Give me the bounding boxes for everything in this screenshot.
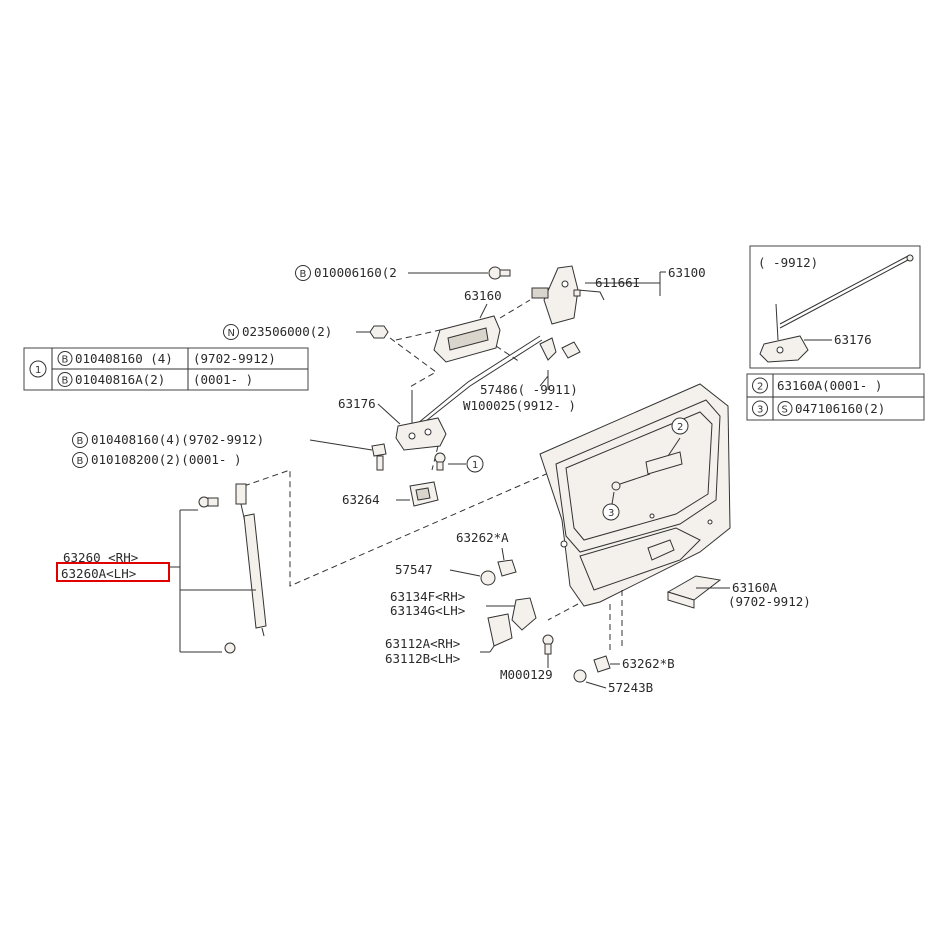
cap-57547	[481, 571, 495, 585]
bolt-shank	[500, 270, 510, 276]
svg-text:1: 1	[472, 460, 479, 471]
label-63260-rh: 63260 <RH>	[63, 550, 139, 565]
label-57243b: 57243B	[608, 680, 654, 695]
inset-lock	[760, 336, 808, 362]
tailgate-panel	[540, 384, 730, 606]
label-63176: 63176	[338, 396, 376, 411]
stopper-group-b	[574, 590, 675, 695]
label-w100025: W100025(9912- )	[463, 398, 576, 413]
label-63264: 63264	[342, 492, 380, 507]
label-63260a-lh: 63260A<LH>	[61, 566, 137, 581]
nut-023506000-group	[224, 324, 389, 340]
inset-range: ( -9912)	[758, 255, 819, 270]
callout-1-text: 1	[35, 365, 42, 376]
latch-assembly	[532, 265, 706, 324]
label-63262b: 63262*B	[622, 656, 675, 671]
label-63262a: 63262*A	[456, 530, 509, 545]
label-63160a-range: (9702-9912)	[728, 594, 811, 609]
label-57486: 57486( -9911)	[480, 382, 578, 397]
table2-row2: 047106160(2)	[795, 401, 886, 416]
cap-57243b	[574, 670, 586, 682]
label-63134g: 63134G<LH>	[390, 603, 466, 618]
outer-handle-63160	[390, 288, 530, 388]
svg-text:3: 3	[757, 404, 764, 416]
callout-n-text: N	[227, 328, 235, 339]
lock-cylinder	[488, 614, 512, 646]
strut-top-bracket	[236, 484, 246, 504]
svg-text:2: 2	[677, 422, 684, 433]
label-010408160: 010408160(4)(9702-9912)	[91, 432, 265, 447]
lock-cover	[512, 598, 536, 630]
bolt-icon	[489, 267, 501, 279]
svg-text:B: B	[61, 354, 69, 366]
svg-text:B: B	[61, 375, 69, 387]
nut-icon	[370, 326, 388, 338]
lock-63176	[338, 390, 446, 470]
reference-table-1	[24, 348, 308, 390]
lock-body	[396, 418, 446, 450]
svg-text:2: 2	[757, 381, 764, 393]
label-63160: 63160	[464, 288, 502, 303]
handle-63160a	[668, 576, 811, 609]
inset-label-63176: 63176	[834, 332, 872, 347]
table1-row2-range: (0001- )	[193, 372, 254, 387]
table2-row1: 63160A(0001- )	[777, 378, 883, 393]
label-57547: 57547	[395, 562, 433, 577]
stopper-b	[594, 656, 610, 672]
label-63134f: 63134F<RH>	[390, 589, 466, 604]
table1-row2-code: 01040816A(2)	[75, 372, 166, 387]
gas-strut-63260	[57, 468, 560, 653]
screw-icon	[612, 482, 620, 490]
svg-text:3: 3	[608, 508, 615, 519]
label-010108200: 010108200(2)(0001- )	[91, 452, 242, 467]
reference-table-2	[747, 374, 924, 420]
lock-parts-group	[385, 589, 578, 682]
bolt-010006160-group	[296, 265, 511, 281]
table1-row1-code: 010408160 (4)	[75, 351, 173, 366]
bolt-icon	[372, 444, 386, 456]
label-61166i: 61166I	[595, 275, 641, 290]
label-63112b: 63112B<LH>	[385, 651, 461, 666]
svg-text:B: B	[76, 456, 84, 467]
svg-text:S: S	[781, 404, 788, 416]
inset-detail	[750, 246, 920, 368]
stopper-group-a	[395, 530, 516, 585]
strut-cylinder	[244, 514, 266, 628]
table1-row1-range: (9702-9912)	[193, 351, 276, 366]
callout-b-text: B	[299, 269, 307, 280]
label-63100: 63100	[668, 265, 706, 280]
label-010006160: 010006160(2	[314, 265, 397, 280]
striker-63264	[342, 482, 438, 507]
label-023506000: 023506000(2)	[242, 324, 333, 339]
clip-w100025	[562, 342, 580, 358]
stopper-a	[498, 560, 516, 576]
label-63160a: 63160A	[732, 580, 778, 595]
label-63112a: 63112A<RH>	[385, 636, 461, 651]
latch-body	[544, 266, 578, 324]
latch-bracket	[532, 288, 548, 298]
clip-57486	[540, 338, 556, 360]
svg-text:B: B	[76, 436, 84, 447]
label-m000129: M000129	[500, 667, 553, 682]
bolt-icon	[225, 643, 235, 653]
